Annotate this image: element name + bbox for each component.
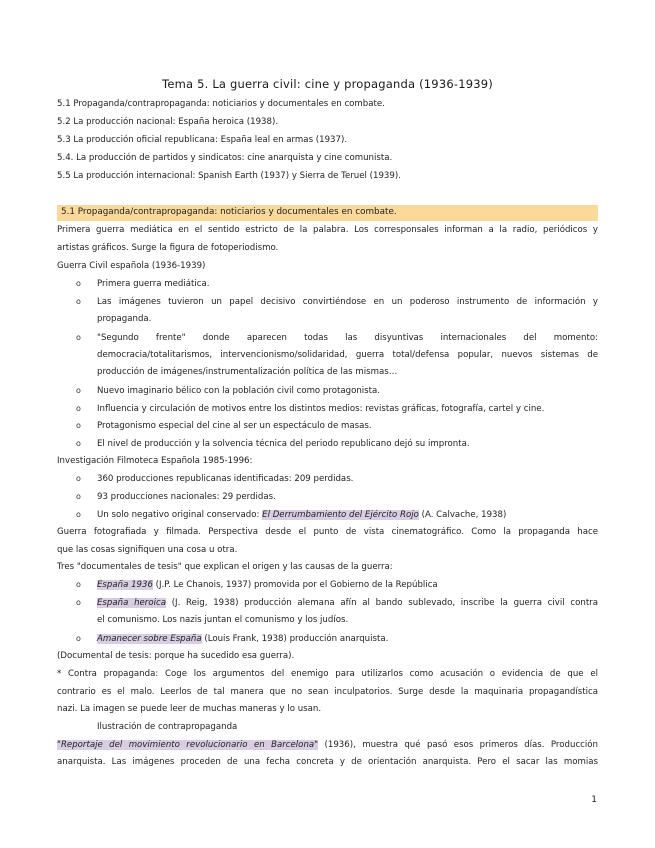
list-item-text: (J. Reig, 1938) producción alemana afín al bando sublevado, inscribe la guerra civil contra <box>165 598 598 608</box>
list-item-continuation: propaganda. <box>97 314 152 324</box>
list-label: Guerra Civil española (1936-1939) <box>57 261 206 271</box>
list-item-text: Un solo negativo original conservado: <box>97 510 263 520</box>
bullet-icon: o <box>76 598 81 607</box>
list-item: 360 producciones republicanas identificadas: 209 perdidas. <box>97 474 354 484</box>
film-title-highlight: "Reportaje del movimiento revolucionario en Barcelona" <box>57 740 319 750</box>
film-title-highlight: España heroica <box>97 598 166 608</box>
bullet-icon: o <box>76 333 81 342</box>
paragraph-line: Guerra fotografiada y filmada. Perspectiva desde el punto de vista cinematográfico. Como la propaganda hace <box>57 527 598 537</box>
toc-item: 5.1 Propaganda/contrapropaganda: noticiarios y documentales en combate. <box>57 99 385 109</box>
list-item: Primera guerra mediática. <box>97 279 210 289</box>
list-item <box>97 634 388 645</box>
list-item <box>97 598 598 609</box>
bullet-icon: o <box>76 386 81 395</box>
section-heading: 5.1 Propaganda/contrapropaganda: noticiarios y documentales en combate. <box>61 207 397 217</box>
page-number: 1 <box>591 795 597 805</box>
list-item: 93 producciones nacionales: 29 perdidas. <box>97 492 276 502</box>
bullet-icon: o <box>76 297 81 306</box>
list-item <box>97 580 438 591</box>
list-item-continuation: producción de imágenes/instrumentalización política de las mismas… <box>97 367 398 377</box>
toc-item: 5.5 La producción internacional: Spanish Earth (1937) y Sierra de Teruel (1939). <box>57 171 401 181</box>
bullet-icon: o <box>76 634 81 643</box>
list-item <box>97 510 506 521</box>
bullet-icon: o <box>76 279 81 288</box>
paragraph-line: nazi. La imagen se puede leer de muchas maneras y lo usan. <box>57 704 322 714</box>
paragraph-line: artistas gráficos. Surge la figura de fotoperiodismo. <box>57 243 279 253</box>
list-item: Nuevo imaginario bélico con la población civil como protagonista. <box>97 386 381 396</box>
page-title: Tema 5. La guerra civil: cine y propaganda (1936-1939) <box>162 77 493 91</box>
paragraph-line: que las cosas signifiquen una cosa u otra. <box>57 545 238 555</box>
paragraph-line: anarquista. Las imágenes proceden de una fecha concreta y de orientación anarquista. Pero el sacar las momias <box>57 757 598 767</box>
list-item: Influencia y circulación de motivos entre los distintos medios: revistas gráficas, fotografía, cartel y cine. <box>97 404 545 414</box>
list-item-continuation: el comunismo. Los nazis juntan el comunismo y los judíos. <box>97 615 349 625</box>
paragraph-line <box>57 740 598 751</box>
list-item-text: (J.P. Le Chanois, 1937) promovida por el Gobierno de la República <box>152 580 438 590</box>
list-item: Las imágenes tuvieron un papel decisivo convirtiéndose en un poderoso instrumento de información y <box>97 297 598 307</box>
list-item-text: (A. Calvache, 1938) <box>418 510 507 520</box>
list-item: El nivel de producción y la solvencia técnica del periodo republicano dejó su impronta. <box>97 439 470 449</box>
note: (Documental de tesis: porque ha sucedido esa guerra). <box>57 651 295 661</box>
bullet-icon: o <box>76 404 81 413</box>
film-title-highlight: España 1936 <box>97 580 153 590</box>
bullet-icon: o <box>76 492 81 501</box>
list-label: Tres "documentales de tesis" que explican el origen y las causas de la guerra: <box>57 562 393 572</box>
toc-item: 5.2 La producción nacional: España heroica (1938). <box>57 117 279 127</box>
toc-item: 5.3 La producción oficial republicana: España leal en armas (1937). <box>57 135 348 145</box>
paragraph-line: * Contra propaganda: Coge los argumentos del enemigo para utilizarlos como acusación o evidencia de que el <box>57 669 598 679</box>
list-item: "Segundo frente" donde aparecen todas las disyuntivas internacionales del momento: <box>97 333 598 343</box>
paragraph-line: Primera guerra mediática en el sentido estricto de la palabra. Los corresponsales informan a la radio, periódicos y <box>57 225 598 235</box>
film-title-highlight: Amanecer sobre España <box>97 634 202 644</box>
bullet-icon: o <box>76 510 81 519</box>
list-item-continuation: democracia/totalitarismos, intervencionismo/solidaridad, guerra total/defensa popular, nuevos sistemas de <box>97 350 598 360</box>
list-item-text: (Louis Frank, 1938) producción anarquista. <box>201 634 389 644</box>
bullet-icon: o <box>76 474 81 483</box>
bullet-icon: o <box>76 439 81 448</box>
bullet-icon: o <box>76 421 81 430</box>
subheading: Ilustración de contrapropaganda <box>97 722 238 732</box>
paragraph-text: (1936), muestra qué pasó esos primeros días. Producción <box>318 740 598 750</box>
film-title-highlight: El Derrumbamiento del Ejército Rojo <box>262 510 419 520</box>
bullet-icon: o <box>76 580 81 589</box>
list-item: Protagonismo especial del cine al ser un espectáculo de masas. <box>97 421 372 431</box>
toc-item: 5.4. La producción de partidos y sindicatos: cine anarquista y cine comunista. <box>57 153 393 163</box>
paragraph-line: contrario es el malo. Leerlos de tal manera que no sean inculpatorios. Surge desde la maquinaria propagandística <box>57 687 598 697</box>
list-label: Investigación Filmoteca Española 1985-1996: <box>57 456 253 466</box>
